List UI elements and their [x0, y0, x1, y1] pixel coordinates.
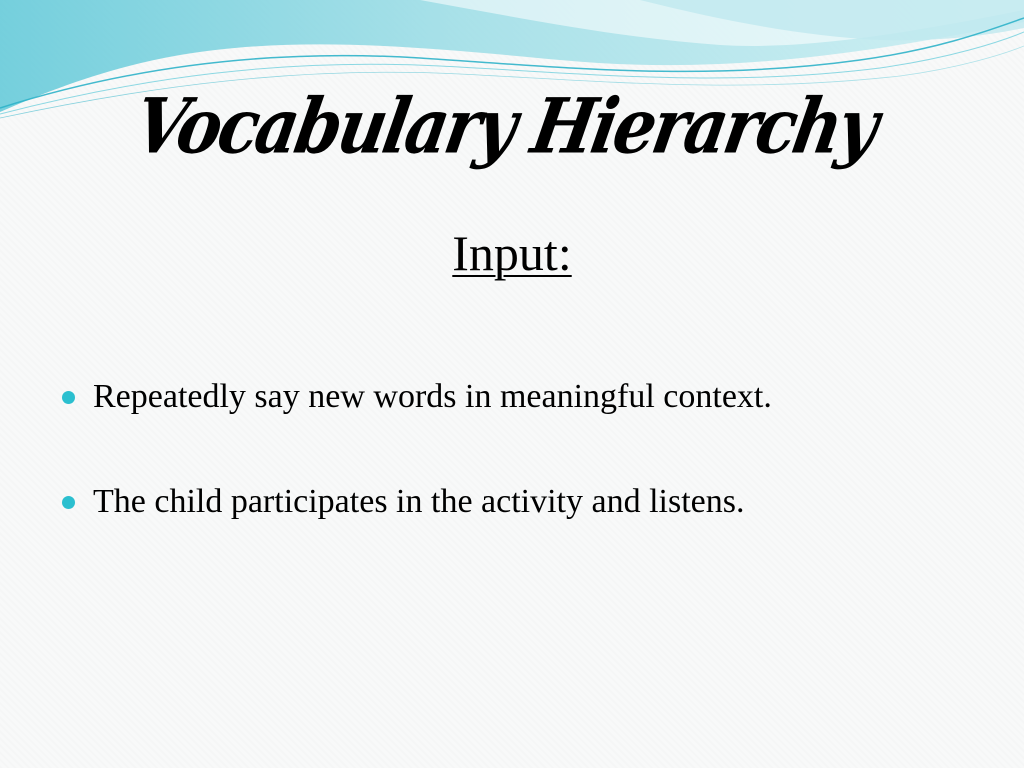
bullet-list [62, 372, 1002, 582]
list-item [62, 477, 1002, 527]
slide-title: Vocabulary Hierarchy [128, 81, 883, 171]
list-item [62, 372, 1002, 422]
bullet-text: Repeatedly say new words in meaningful context. [93, 378, 772, 415]
bullet-icon [62, 391, 75, 404]
slide-subtitle: Input: [452, 225, 572, 281]
bullet-icon [62, 496, 75, 509]
bullet-text: The child participates in the activity and listens. [93, 483, 745, 520]
